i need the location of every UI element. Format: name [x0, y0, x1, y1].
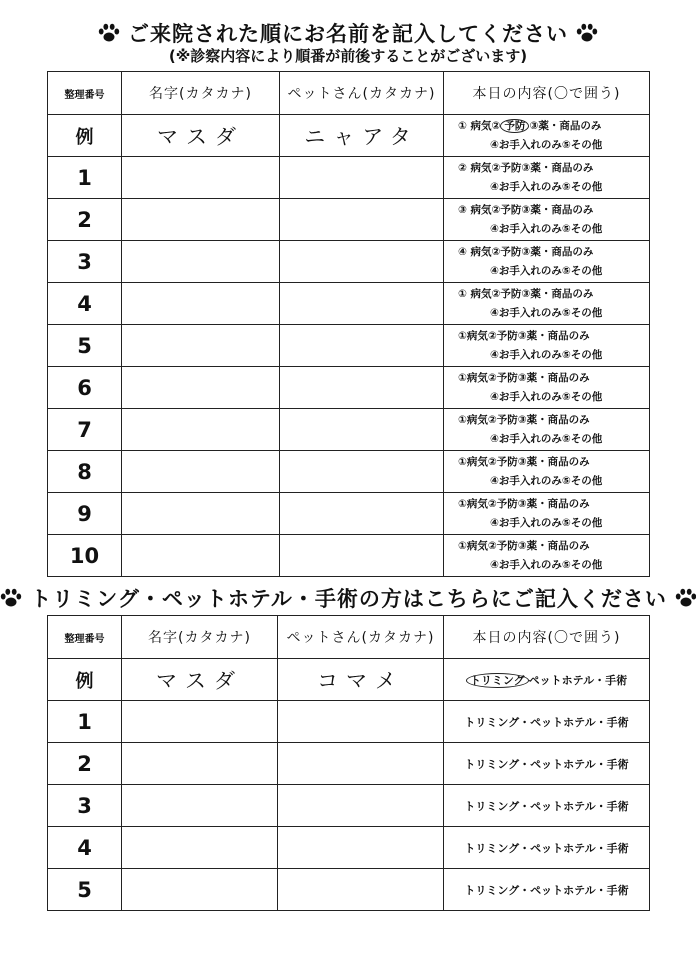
content-cell[interactable]: トリミング・ペットホテル・手術 — [444, 701, 650, 743]
content-line-2: ④お手入れのみ⑤その他 — [490, 390, 603, 403]
surname-cell[interactable] — [122, 325, 280, 367]
pet-name-cell[interactable] — [278, 869, 444, 911]
content-line-1: ① 病気②予防③薬・商品のみ — [458, 287, 594, 300]
table-row — [48, 283, 650, 325]
surname-cell[interactable] — [122, 367, 280, 409]
content-line-2: ④お手入れのみ⑤その他 — [490, 180, 603, 193]
content-line-2: ④お手入れのみ⑤その他 — [490, 264, 603, 277]
example-row — [48, 659, 650, 701]
content-cell[interactable] — [444, 409, 650, 451]
table-row — [48, 199, 650, 241]
table-row — [48, 869, 650, 911]
pet-name-cell[interactable] — [280, 367, 444, 409]
section1-subtitle: (※診察内容により順番が前後することがございます) — [168, 47, 528, 65]
content-line-2: ④お手入れのみ⑤その他 — [490, 222, 603, 235]
row-number: 1 — [48, 157, 122, 199]
paw-print-icon — [0, 588, 22, 608]
pet-name-cell[interactable] — [278, 827, 444, 869]
circled-option: 予防 — [500, 119, 529, 133]
pet-name-cell[interactable] — [280, 283, 444, 325]
surname-cell[interactable] — [122, 157, 280, 199]
pet-name-cell[interactable] — [280, 241, 444, 283]
header-row — [48, 72, 650, 115]
row-number: 7 — [48, 409, 122, 451]
pet-name-cell[interactable] — [280, 157, 444, 199]
content-line-1: ①病気②予防③薬・商品のみ — [458, 455, 590, 468]
content-cell[interactable] — [444, 199, 650, 241]
table-row — [48, 827, 650, 869]
section1-title: ご来院された順にお名前を記入してください — [128, 22, 568, 46]
example-row — [48, 115, 650, 157]
table-row — [48, 451, 650, 493]
section1-table — [47, 71, 650, 577]
row-number: 9 — [48, 493, 122, 535]
content-line-2: ④お手入れのみ⑤その他 — [490, 306, 603, 319]
row-number: 8 — [48, 451, 122, 493]
row-number: 3 — [48, 785, 122, 827]
header-surname: 名字(カタカナ) — [122, 72, 280, 115]
pet-name-cell[interactable] — [280, 409, 444, 451]
content-cell[interactable]: トリミング・ペットホテル・手術 — [444, 869, 650, 911]
row-number: 4 — [48, 827, 122, 869]
surname-cell[interactable] — [122, 409, 280, 451]
header-pet-name: ペットさん(カタカナ) — [278, 616, 444, 659]
header-surname: 名字(カタカナ) — [122, 616, 278, 659]
content-cell[interactable] — [444, 367, 650, 409]
surname-cell[interactable] — [122, 827, 278, 869]
pet-name-cell[interactable] — [280, 493, 444, 535]
content-line-2: ④お手入れのみ⑤その他 — [490, 348, 603, 361]
row-number: 1 — [48, 701, 122, 743]
content-line-1: ③ 病気②予防③薬・商品のみ — [458, 203, 594, 216]
content-line-2: ④お手入れのみ⑤その他 — [490, 138, 603, 151]
content-cell[interactable] — [444, 241, 650, 283]
content-cell[interactable] — [444, 493, 650, 535]
row-number: 5 — [48, 325, 122, 367]
surname-cell[interactable] — [122, 535, 280, 577]
paw-print-icon — [675, 588, 696, 608]
row-number: 6 — [48, 367, 122, 409]
header-row — [48, 616, 650, 659]
paw-print-icon — [98, 23, 120, 43]
pet-name-cell[interactable] — [278, 785, 444, 827]
content-line-2: ④お手入れのみ⑤その他 — [490, 516, 603, 529]
option-text: ペットホテル・手術 — [528, 673, 628, 687]
option-text: ① 病気② — [458, 119, 501, 132]
content-cell[interactable]: トリミング・ペットホテル・手術 — [444, 743, 650, 785]
paw-print-icon — [576, 23, 598, 43]
pet-name-cell[interactable] — [280, 535, 444, 577]
table-row — [48, 157, 650, 199]
circled-option: トリミング — [466, 673, 529, 688]
surname-cell[interactable] — [122, 241, 280, 283]
pet-name-cell[interactable] — [278, 701, 444, 743]
pet-name-cell[interactable] — [280, 451, 444, 493]
header-content: 本日の内容(〇で囲う) — [444, 616, 650, 659]
table-row — [48, 241, 650, 283]
row-number: 4 — [48, 283, 122, 325]
surname-cell[interactable] — [122, 283, 280, 325]
surname-cell[interactable] — [122, 493, 280, 535]
table-row — [48, 325, 650, 367]
section2-table — [47, 615, 650, 911]
content-cell[interactable] — [444, 535, 650, 577]
header-number: 整理番号 — [48, 72, 122, 115]
table-row — [48, 367, 650, 409]
content-cell[interactable] — [444, 451, 650, 493]
example-pet-name: ニャアタ — [280, 115, 444, 157]
header-pet-name: ペットさん(カタカナ) — [280, 72, 444, 115]
row-number: 10 — [48, 535, 122, 577]
table-row — [48, 409, 650, 451]
row-number: 例 — [48, 659, 122, 701]
example-content — [444, 115, 650, 157]
content-line-1: ①病気②予防③薬・商品のみ — [458, 371, 590, 384]
content-line-1: ①病気②予防③薬・商品のみ — [458, 329, 590, 342]
pet-name-cell[interactable] — [280, 325, 444, 367]
table-row — [48, 701, 650, 743]
content-line-1 — [444, 117, 649, 136]
table-row — [48, 785, 650, 827]
table-row — [48, 743, 650, 785]
table-row — [48, 535, 650, 577]
row-number: 2 — [48, 199, 122, 241]
row-number: 例 — [48, 115, 122, 157]
surname-cell[interactable] — [122, 743, 278, 785]
pet-name-cell[interactable] — [280, 199, 444, 241]
content-line-2: ④お手入れのみ⑤その他 — [490, 432, 603, 445]
row-number: 5 — [48, 869, 122, 911]
example-content — [444, 659, 650, 701]
content-line-2: ④お手入れのみ⑤その他 — [490, 474, 603, 487]
surname-cell[interactable] — [122, 451, 280, 493]
example-pet-name: コマメ — [278, 659, 444, 701]
surname-cell[interactable] — [122, 785, 278, 827]
content-cell[interactable]: トリミング・ペットホテル・手術 — [444, 785, 650, 827]
content-line-1: ①病気②予防③薬・商品のみ — [458, 497, 590, 510]
surname-cell[interactable] — [122, 199, 280, 241]
section2-title: トリミング・ペットホテル・手術の方はこちらにご記入ください — [30, 587, 667, 611]
content-line-1: ①病気②予防③薬・商品のみ — [458, 413, 590, 426]
surname-cell[interactable] — [122, 869, 278, 911]
surname-cell[interactable] — [122, 701, 278, 743]
row-number: 3 — [48, 241, 122, 283]
header-number: 整理番号 — [48, 616, 122, 659]
example-surname: マスダ — [122, 659, 278, 701]
content-line-1: ④ 病気②予防③薬・商品のみ — [458, 245, 594, 258]
content-cell[interactable]: トリミング・ペットホテル・手術 — [444, 827, 650, 869]
content-cell[interactable] — [444, 325, 650, 367]
option-text: ③薬・商品のみ — [529, 119, 602, 132]
row-number: 2 — [48, 743, 122, 785]
example-surname: マスダ — [122, 115, 280, 157]
content-cell[interactable] — [444, 283, 650, 325]
section2-title-row — [0, 583, 696, 613]
pet-name-cell[interactable] — [278, 743, 444, 785]
section1-title-row — [0, 18, 696, 48]
content-line-1: ①病気②予防③薬・商品のみ — [458, 539, 590, 552]
content-cell[interactable] — [444, 157, 650, 199]
content-line-1: ② 病気②予防③薬・商品のみ — [458, 161, 594, 174]
table-row — [48, 493, 650, 535]
content-line-2: ④お手入れのみ⑤その他 — [490, 558, 603, 571]
header-content: 本日の内容(〇で囲う) — [444, 72, 650, 115]
